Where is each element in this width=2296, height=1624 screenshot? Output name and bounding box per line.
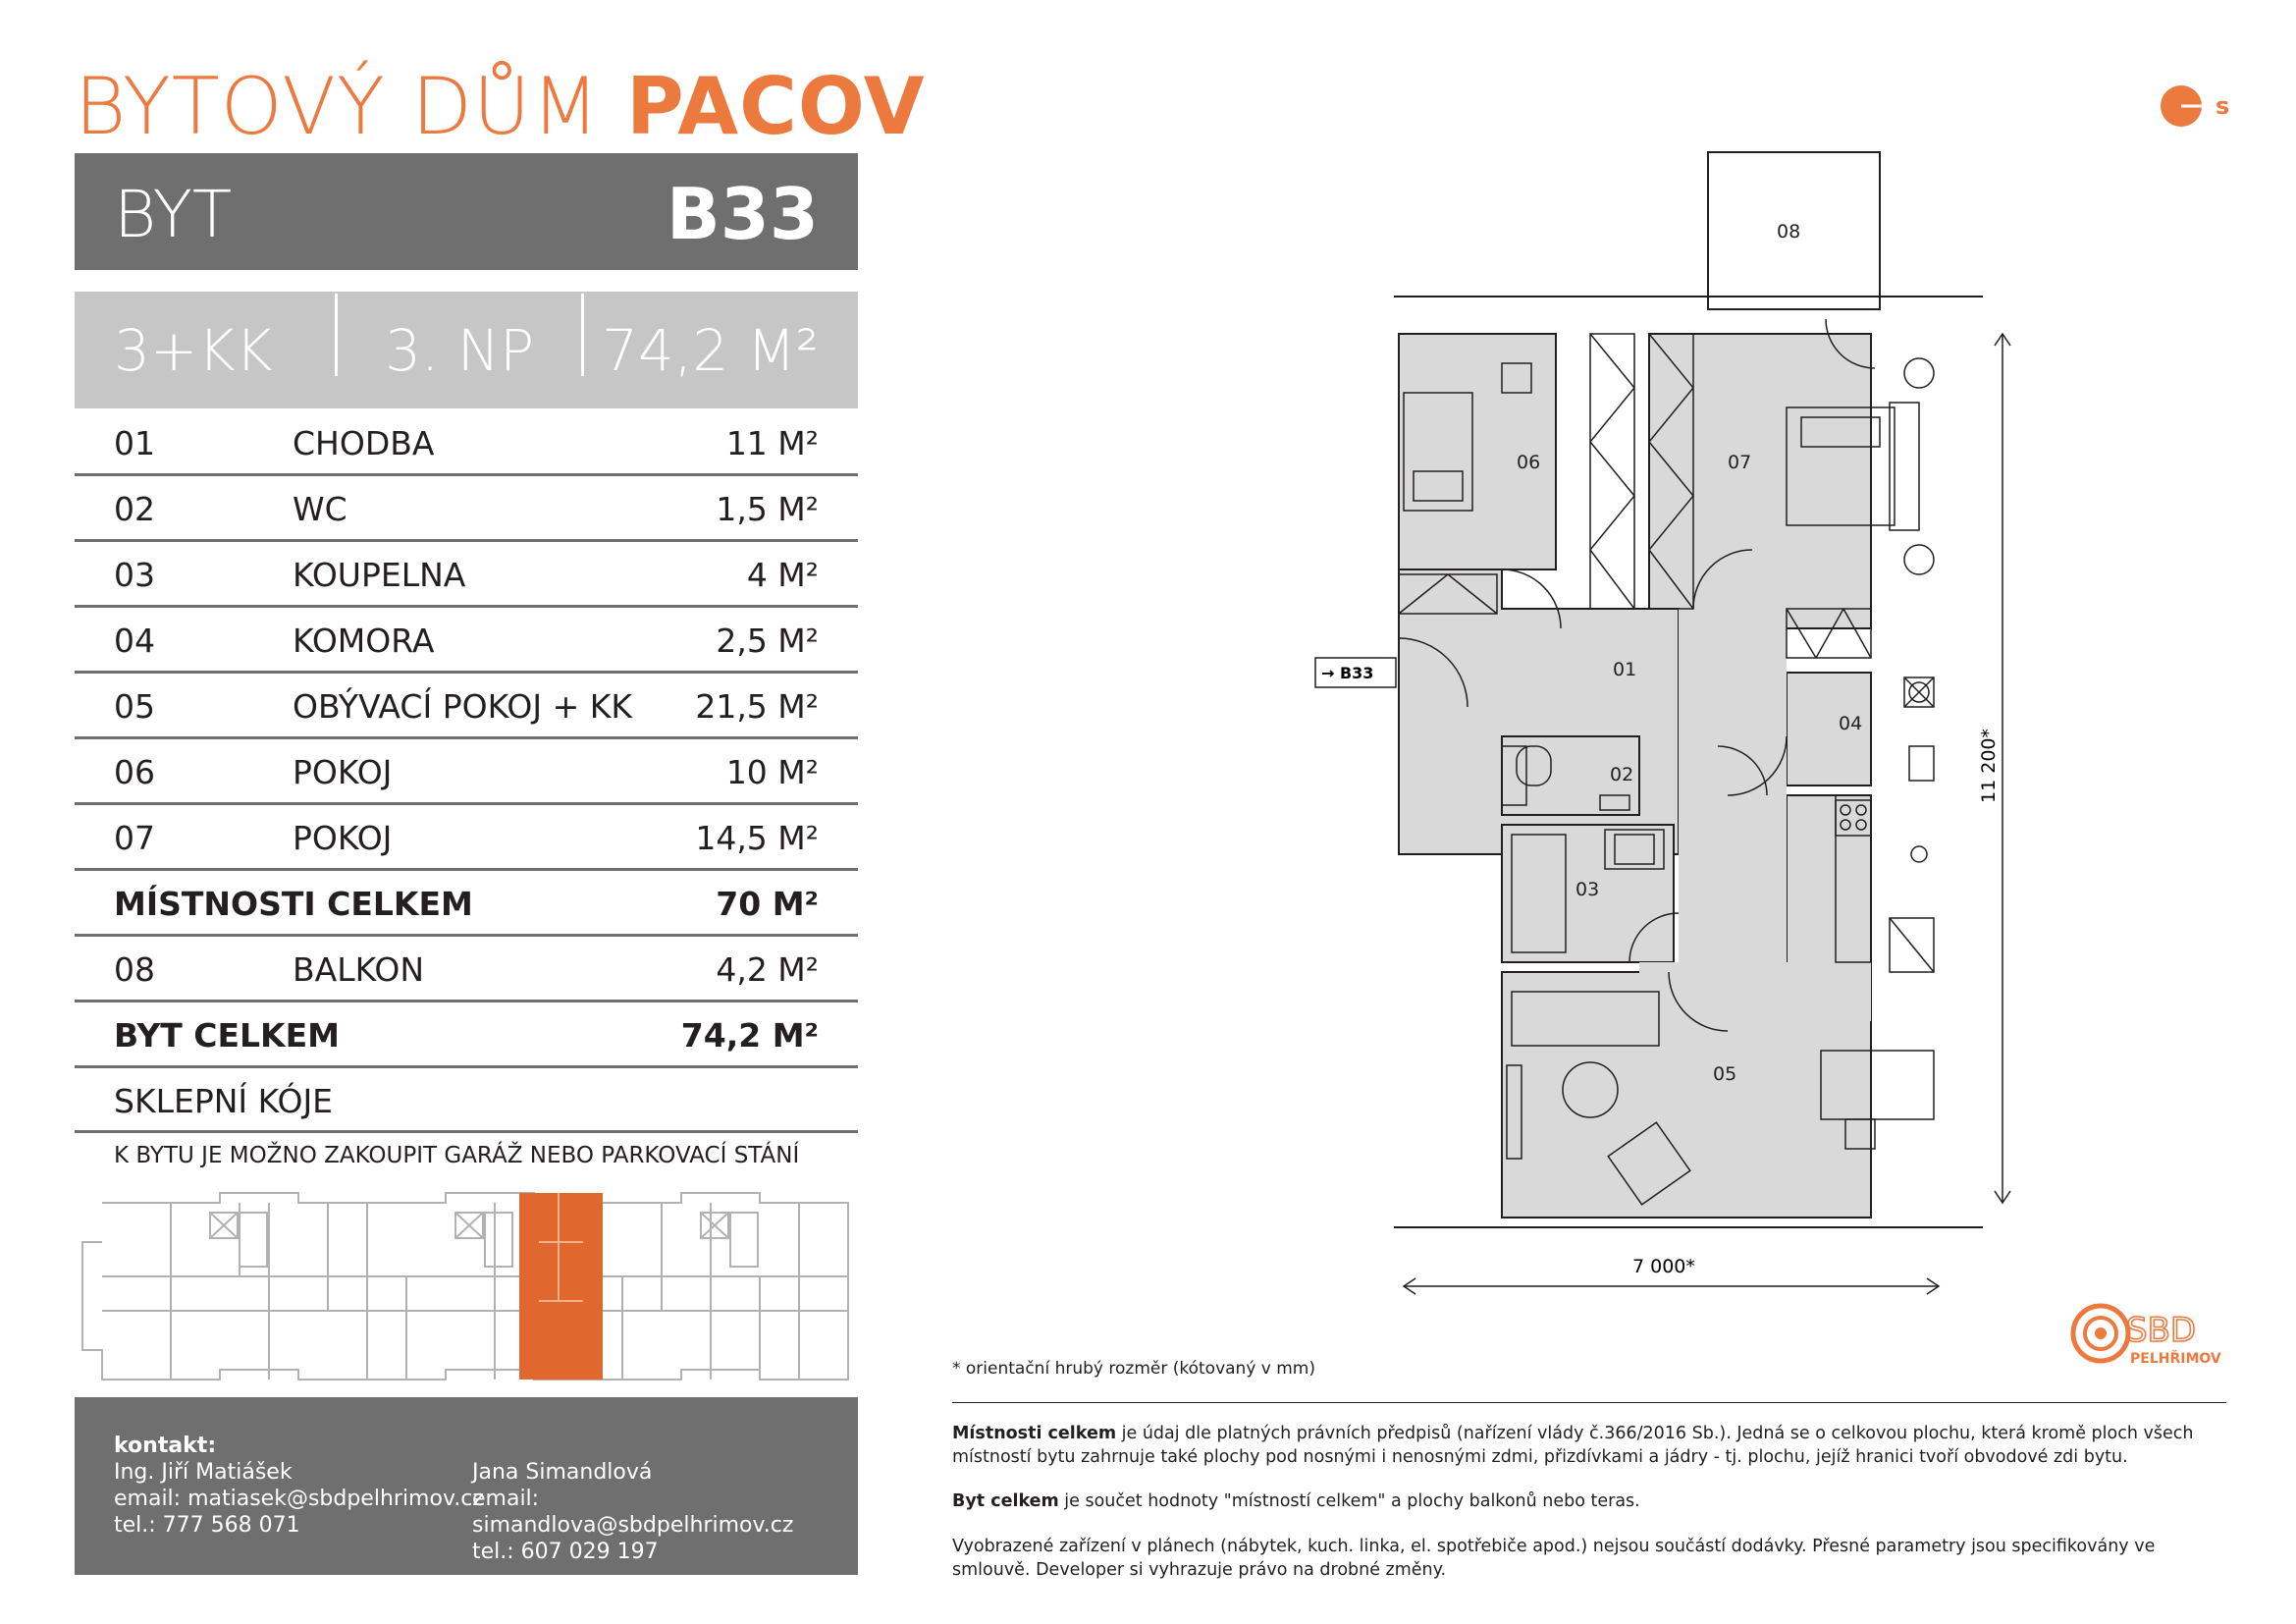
room-name: KOUPELNA: [293, 556, 466, 594]
sbd-logo-subtext: PELHŘIMOV: [2130, 1351, 2221, 1367]
contact-box: [75, 1397, 858, 1575]
dim-width: 7 000*: [1632, 1256, 1695, 1277]
room-area: 1,5 M²: [716, 490, 819, 528]
room-row: [75, 737, 858, 805]
room-07: [1649, 334, 1871, 628]
room-name: WC: [293, 490, 347, 528]
room-area: 4,2 M²: [716, 950, 819, 989]
room-area: 14,5 M²: [695, 819, 819, 857]
divider: [75, 1130, 858, 1133]
contact-phone[interactable]: tel.: 777 568 071: [114, 1513, 300, 1538]
contact-name: Ing. Jiří Matiášek: [114, 1460, 293, 1485]
title-bold: PACOV: [625, 61, 926, 152]
room-area: 4 M²: [746, 556, 819, 594]
summary-divider: [335, 294, 338, 376]
room-number: 01: [114, 424, 155, 462]
rooms-total-area: 70 M²: [716, 885, 819, 923]
room-number: 03: [114, 556, 155, 594]
room-area: 11 M²: [725, 424, 819, 462]
project-title: [75, 61, 926, 152]
room-area: 21,5 M²: [695, 687, 819, 726]
unit-floor: 3. NP: [385, 317, 535, 384]
note-unit-total-text: je součet hodnoty "místností celkem" a plochy balkonů nebo teras.: [1058, 1491, 1640, 1511]
label-07: 07: [1728, 452, 1752, 473]
contact-name: Jana Simandlová: [472, 1460, 653, 1485]
divider: [952, 1402, 2226, 1403]
room-name: POKOJ: [293, 753, 393, 791]
note-furnishing: Vyobrazené zařízení v plánech (nábytek, kuch. linka, el. spotřebiče apod.) nejsou součástí dodávky. Přesné parametry jsou specifikovány ve smlouvě. Developer si vyhrazuje právo na drobné změny.: [952, 1537, 2156, 1580]
unit-header: [75, 153, 858, 270]
note-unit-total: [952, 1489, 2228, 1513]
room-number: 06: [114, 753, 155, 791]
room-row: [75, 474, 858, 542]
room-name: BALKON: [293, 950, 425, 989]
room-number: 05: [114, 687, 155, 726]
room-row: [75, 408, 858, 476]
room-row: [75, 672, 858, 739]
contact-col-1: [114, 1433, 484, 1539]
title-light: BYTOVÝ DŮM: [75, 61, 626, 152]
s-logo-letter: s: [2216, 92, 2230, 120]
sbd-logo-text: SBD: [2126, 1311, 2197, 1350]
s-logo-icon: [2156, 82, 2234, 132]
contact-email[interactable]: email: simandlova@sbdpelhrimov.cz: [472, 1487, 794, 1538]
garage-note: K BYTU JE MOŽNO ZAKOUPIT GARÁŽ NEBO PARKOVACÍ STÁNÍ: [114, 1143, 800, 1168]
label-03: 03: [1575, 879, 1600, 900]
contact-heading: kontakt:: [114, 1434, 217, 1458]
unit-total-area: 74,2 M²: [680, 1016, 819, 1055]
note-rooms-total: [952, 1422, 2228, 1469]
room-number: 07: [114, 819, 155, 857]
note-rooms-total-term: Místnosti celkem: [952, 1424, 1117, 1443]
sbd-logo-icon: [2069, 1296, 2236, 1375]
room-name: CHODBA: [293, 424, 435, 462]
note-rooms-total-text: je údaj dle platných právních předpisů (nařízení vlády č.366/2016 Sb.). Jedná se o celkovou plochu, která kromě ploch všech místností bytu zahrnuje také plochy pod nosnými i nenosnými zdmi, přizdívkami a jádry - tj. plochu, jejíž hranici tvoří obvodové zdi bytu.: [952, 1424, 2194, 1467]
note-unit-total-term: Byt celkem: [952, 1491, 1059, 1511]
room-name: KOMORA: [293, 622, 435, 660]
room-area: 2,5 M²: [716, 622, 819, 660]
unit-layout: 3+KK: [114, 317, 273, 384]
cellar-label: SKLEPNÍ KÓJE: [114, 1082, 334, 1120]
room-row: [75, 803, 858, 871]
room-number: 02: [114, 490, 155, 528]
summary-divider: [581, 294, 584, 376]
unit-area: 74,2 M²: [602, 317, 819, 384]
dim-height: 11 200*: [1978, 729, 2000, 803]
label-02: 02: [1610, 764, 1634, 785]
room-row: [75, 606, 858, 674]
entry-label: → B33: [1321, 664, 1374, 682]
contact-col-2: [472, 1459, 858, 1565]
label-01: 01: [1613, 659, 1637, 680]
floor-plan: [1321, 147, 2042, 1296]
contact-email[interactable]: email: matiasek@sbdpelhrimov.cz: [114, 1487, 484, 1511]
unit-summary: [75, 292, 858, 408]
contact-phone[interactable]: tel.: 607 029 197: [472, 1540, 659, 1564]
balcony-row: [75, 935, 858, 1002]
dimension-footnote: * orientační hrubý rozměr (kótovaný v mm): [952, 1359, 1315, 1379]
label-05: 05: [1713, 1063, 1737, 1085]
unit-label: BYT: [114, 177, 233, 252]
room-number: 04: [114, 622, 155, 660]
kitchen-area: [1787, 795, 1871, 982]
label-08: 08: [1777, 221, 1801, 243]
unit-total-row: [75, 1001, 858, 1068]
unit-code: B33: [666, 173, 819, 255]
building-key-plan: [73, 1183, 860, 1389]
room-area: 10 M²: [725, 753, 819, 791]
rooms-total-label: MÍSTNOSTI CELKEM: [114, 885, 473, 923]
room-name: OBÝVACÍ POKOJ + KK: [293, 687, 633, 726]
label-04: 04: [1839, 713, 1863, 734]
label-06: 06: [1517, 452, 1541, 473]
rooms-total-row: [75, 869, 858, 937]
highlighted-unit-block: [519, 1193, 603, 1380]
room-row: [75, 540, 858, 608]
unit-total-label: BYT CELKEM: [114, 1016, 340, 1055]
cellar-row: [75, 1066, 858, 1131]
room-number: 08: [114, 950, 155, 989]
room-name: POKOJ: [293, 819, 393, 857]
